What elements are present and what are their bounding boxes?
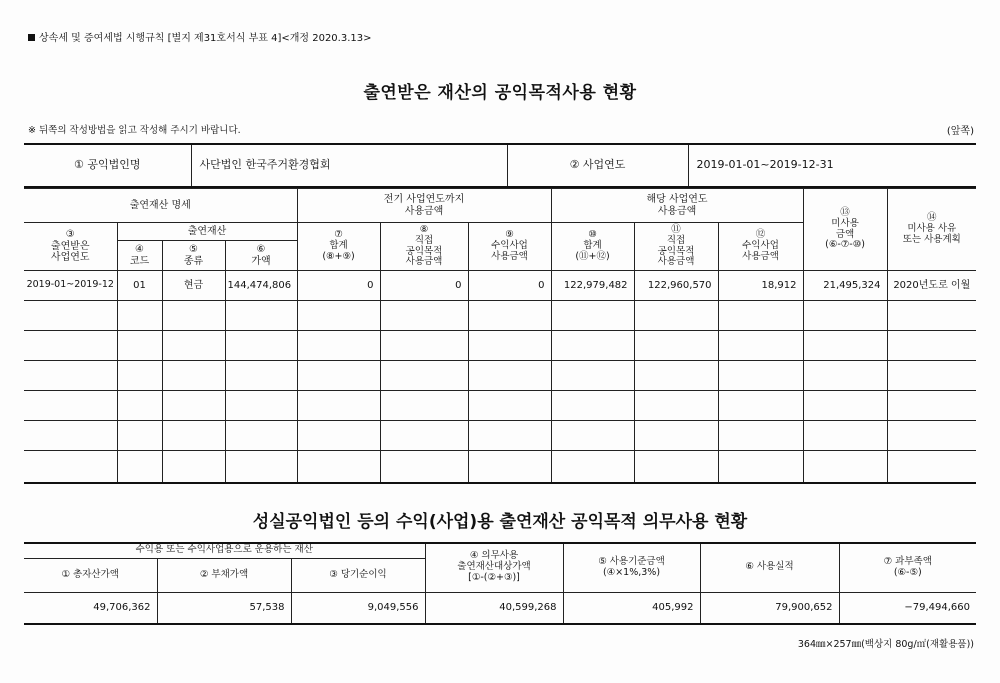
table-row-empty bbox=[24, 361, 976, 391]
excess-shortfall-value: −79,494,660 bbox=[839, 592, 976, 624]
total-assets-value: 49,706,362 bbox=[24, 592, 157, 624]
asset-usage-table bbox=[24, 188, 976, 484]
value-header: ⑥ 가액 bbox=[225, 241, 297, 271]
obligation-usage-table bbox=[24, 542, 976, 625]
cell-prev-direct: 0 bbox=[380, 271, 468, 301]
code-header: ④ 코드 bbox=[117, 241, 162, 271]
asset-detail-header: 출연재산 명세 bbox=[24, 189, 297, 223]
square-bullet-icon bbox=[28, 34, 35, 41]
cell-reason: 2020년도로 이월 bbox=[887, 271, 976, 301]
debt-value: 57,538 bbox=[157, 592, 291, 624]
section2-title: 성실공익법인 등의 수익(사업)용 출연재산 공익목적 의무사용 현황 bbox=[252, 512, 748, 532]
standard-amount-value: 405,992 bbox=[563, 592, 700, 624]
instruction-note: ※ 뒤쪽의 작성방법을 읽고 작성해 주시기 바랍니다. bbox=[28, 125, 241, 136]
cell-curr-profit: 18,912 bbox=[718, 271, 803, 301]
table-row-empty bbox=[24, 451, 976, 483]
total-assets-header: ① 총자산가액 bbox=[24, 558, 157, 592]
table-row-empty bbox=[24, 331, 976, 361]
regulation-text: 상속세 및 증여세법 시행규칙 [별지 제31호서식 부표 4]<개정 2020.3.13> bbox=[39, 33, 372, 44]
table-row bbox=[24, 271, 976, 301]
prev-profit-header: ⑨ 수익사업 사용금액 bbox=[468, 223, 551, 271]
donation-year-header: ③ 출연받은 사업연도 bbox=[24, 223, 117, 271]
cell-prev-profit: 0 bbox=[468, 271, 551, 301]
cell-code: 01 bbox=[117, 271, 162, 301]
unused-reason-header: ⑭ 미사용 사유 또는 사용계획 bbox=[887, 189, 976, 271]
cell-unused: 21,495,324 bbox=[803, 271, 887, 301]
cell-prev-sum: 0 bbox=[297, 271, 380, 301]
business-year-value: 2019-01-01~2019-12-31 bbox=[688, 144, 976, 187]
info-table bbox=[24, 143, 976, 188]
net-income-value: 9,049,556 bbox=[291, 592, 425, 624]
curr-direct-header: ⑪ 직접 공익목적 사용금액 bbox=[634, 223, 718, 271]
excess-shortfall-header: ⑦ 과부족액 (⑥-⑤) bbox=[839, 543, 976, 592]
debt-header: ② 부채가액 bbox=[157, 558, 291, 592]
donated-asset-header: 출연재산 bbox=[117, 223, 297, 241]
type-header: ⑤ 종류 bbox=[162, 241, 225, 271]
prev-usage-header: 전기 사업연도까지 사용금액 bbox=[297, 189, 551, 223]
cell-curr-sum: 122,979,482 bbox=[551, 271, 634, 301]
corp-name-label: ① 공익법인명 bbox=[24, 144, 191, 187]
business-year-label: ② 사업연도 bbox=[507, 144, 688, 187]
table-row-empty bbox=[24, 391, 976, 421]
cell-value: 144,474,806 bbox=[225, 271, 297, 301]
actual-usage-header: ⑥ 사용실적 bbox=[700, 543, 839, 592]
unused-amount-header: ⑬ 미사용 금액 (⑥-⑦-⑩) bbox=[803, 189, 887, 271]
table-row bbox=[24, 592, 976, 624]
duty-amount-header: ④ 의무사용 출연재산대상가액 [①-(②+③)] bbox=[425, 543, 563, 592]
regulation-header bbox=[28, 29, 372, 44]
table-row-empty bbox=[24, 301, 976, 331]
prev-direct-header: ⑧ 직접 공익목적 사용금액 bbox=[380, 223, 468, 271]
corp-name-value: 사단법인 한국주거환경협회 bbox=[191, 144, 507, 187]
curr-sum-header: ⑩ 합계 (⑪+⑫) bbox=[551, 223, 634, 271]
duty-amount-value: 40,599,268 bbox=[425, 592, 563, 624]
standard-amount-header: ⑤ 사용기준금액 (④×1%,3%) bbox=[563, 543, 700, 592]
cell-curr-direct: 122,960,570 bbox=[634, 271, 718, 301]
table-row-empty bbox=[24, 421, 976, 451]
paper-spec-footer: 364㎜×257㎜(백상지 80g/㎡(재활용품)) bbox=[797, 639, 974, 650]
prev-sum-header: ⑦ 합계 (⑧+⑨) bbox=[297, 223, 380, 271]
page-title: 출연받은 재산의 공익목적사용 현황 bbox=[363, 83, 637, 103]
page-side-label: (앞쪽) bbox=[946, 126, 974, 137]
curr-usage-header: 해당 사업연도 사용금액 bbox=[551, 189, 803, 223]
curr-profit-header: ⑫ 수익사업 사용금액 bbox=[718, 223, 803, 271]
actual-usage-value: 79,900,652 bbox=[700, 592, 839, 624]
cell-type: 현금 bbox=[162, 271, 225, 301]
cell-year: 2019-01~2019-12 bbox=[24, 271, 117, 301]
profit-asset-group-header: 수익용 또는 수익사업용으로 운용하는 재산 bbox=[24, 543, 425, 558]
net-income-header: ③ 당기순이익 bbox=[291, 558, 425, 592]
